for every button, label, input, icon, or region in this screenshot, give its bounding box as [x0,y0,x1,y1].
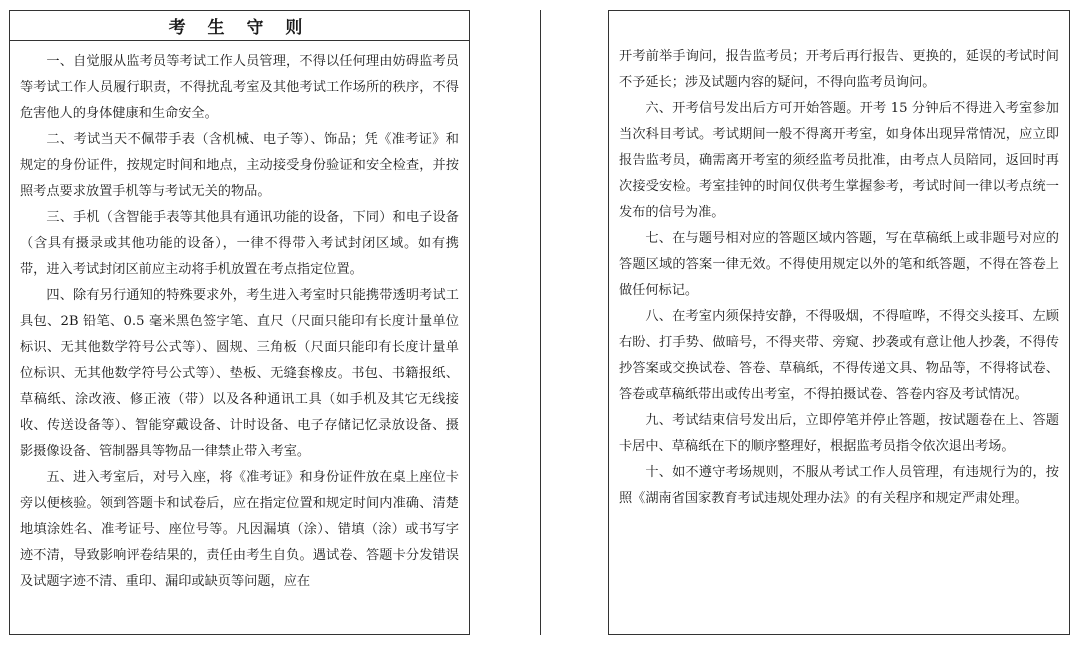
left-page [9,10,470,635]
rule-paragraph-continuation: 开考前举手询问，报告监考员；开考后再行报告、更换的，延误的考试时间不予延长；涉及试题内容的疑问，不得向监考员询问。 [619,49,1059,90]
rule-paragraph: 一、自觉服从监考员等考试工作人员管理，不得以任何理由妨碍监考员等考试工作人员履行职责，不得扰乱考室及其他考试工作场所的秩序，不得危害他人的身体健康和生命安全。 [20,54,459,121]
rule-paragraph: 九、考试结束信号发出后，立即停笔并停止答题，按试题卷在上、答题卡居中、草稿纸在下的顺序整理好，根据监考员指令依次退出考场。 [619,413,1059,454]
right-page [608,10,1070,635]
page-divider [540,10,541,635]
right-body [609,11,1069,512]
title-bar [10,11,469,41]
rule-paragraph: 八、在考室内须保持安静，不得吸烟，不得喧哗，不得交头接耳、左顾右盼、打手势、做暗号，不得夹带、旁窥、抄袭或有意让他人抄袭，不得传抄答案或交换试卷、答卷、草稿纸，不得传递文具、物品等，不得将试卷、答卷或草稿纸带出或传出考室，不得拍摄试卷、答卷内容及考试情况。 [619,309,1059,402]
rule-paragraph: 二、考试当天不佩带手表（含机械、电子等）、饰品；凭《准考证》和规定的身份证件，按规定时间和地点，主动接受身份验证和安全检查，并按照考点要求放置手机等与考试无关的物品。 [20,132,459,199]
rule-paragraph: 六、开考信号发出后方可开始答题。开考 15 分钟后不得进入考室参加当次科目考试。考试期间一般不得离开考室，如身体出现异常情况，应立即报告监考员，确需离开考室的须经监考员批准，由考点人员陪同，返回时再次接受安检。考室挂钟的时间仅供考生掌握参考，考试时间一律以考点统一发布的信号为准。 [619,101,1059,220]
rule-paragraph: 三、手机（含智能手表等其他具有通讯功能的设备，下同）和电子设备（含具有摄录或其他功能的设备），一律不得带入考试封闭区域。如有携带，进入考试封闭区前应主动将手机放置在考点指定位置。 [20,210,459,277]
page-title: 考 生 守 则 [168,18,311,38]
rule-paragraph: 七、在与题号相对应的答题区域内答题，写在草稿纸上或非题号对应的答题区域的答案一律无效。不得使用规定以外的笔和纸答题，不得在答卷上做任何标记。 [619,231,1059,298]
rule-paragraph: 五、进入考室后，对号入座，将《准考证》和身份证件放在桌上座位卡旁以便核验。领到答题卡和试卷后，应在指定位置和规定时间内准确、清楚地填涂姓名、准考证号、座位号等。凡因漏填（涂）、错填（涂）或书写字迹不清，导致影响评卷结果的，责任由考生自负。遇试卷、答题卡分发错误及试题字迹不清、重印、漏印或缺页等问题，应在 [20,470,459,589]
rule-paragraph: 四、除有另行通知的特殊要求外，考生进入考室时只能携带透明考试工具包、2B 铅笔、0.5 毫米黑色签字笔、直尺（尺面只能印有长度计量单位标识、无其他数学符号公式等）、圆规、三角板（尺面只能印有长度计量单位标识、无其他数学符号公式等）、垫板、无缝套橡皮。书包、书籍报纸、草稿纸、涂改液、修正液（带）以及各种通讯工具（如手机及其它无线接收、传送设备等）、智能穿戴设备、计时设备、电子存储记忆录放设备、摄影摄像设备、管制器具等物品一律禁止带入考室。 [20,288,459,459]
rule-paragraph: 十、如不遵守考场规则，不服从考试工作人员管理，有违规行为的，按照《湖南省国家教育考试违规处理办法》的有关程序和规定严肃处理。 [619,465,1059,506]
left-body [10,41,469,595]
